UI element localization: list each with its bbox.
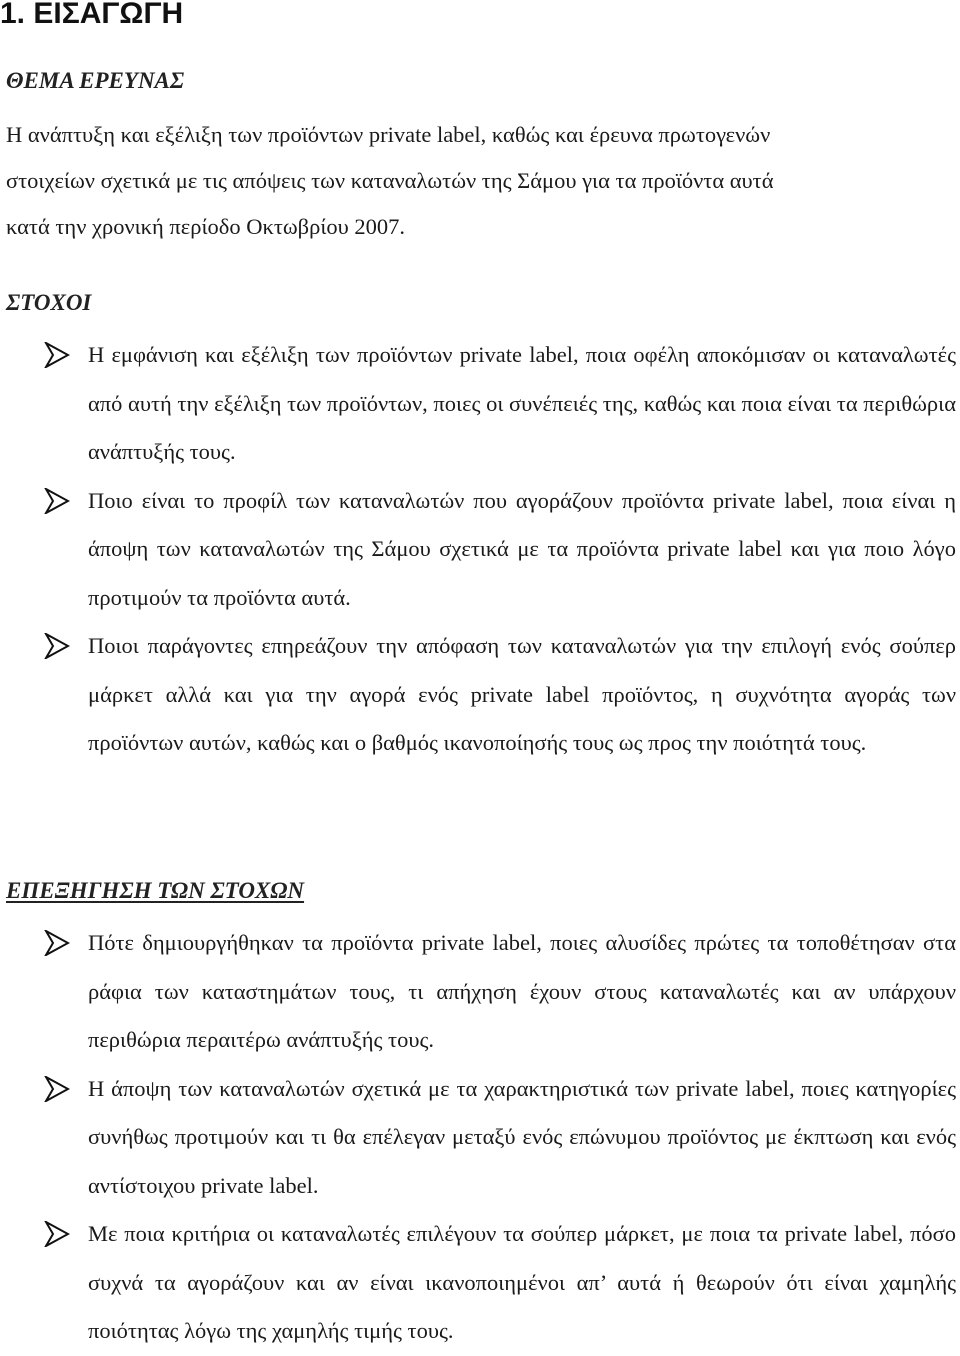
list-item-text: Η εμφάνιση και εξέλιξη των προϊόντων private label, ποια οφέλη αποκόμισαν οι καταναλωτές από αυτή την εξέλιξη των προϊόντων, ποιες οι συνέπειές της, καθώς και ποια είναι τα περιθώρια ανάπτυξής τους. — [88, 342, 956, 464]
chapter-title: 1. ΕΙΣΑΓΩΓΗ — [0, 0, 184, 30]
arrowhead-bullet-icon — [44, 1221, 70, 1247]
objectives-list — [0, 331, 960, 768]
arrowhead-bullet-icon — [44, 633, 70, 659]
objectives-explanation-list — [0, 919, 960, 1356]
research-topic-paragraph — [6, 112, 956, 250]
list-item — [0, 1210, 960, 1356]
research-topic-heading: ΘΕΜΑ ΕΡΕΥΝΑΣ — [6, 68, 185, 93]
objectives-heading: ΣΤΟΧΟΙ — [6, 290, 92, 315]
paragraph-line: κατά την χρονική περίοδο Οκτωβρίου 2007. — [6, 214, 406, 239]
arrowhead-bullet-icon — [44, 342, 70, 368]
list-item — [0, 1065, 960, 1211]
arrowhead-bullet-icon — [44, 488, 70, 514]
list-item — [0, 477, 960, 623]
objectives-explanation-heading: ΕΠΕΞΗΓΗΣΗ ΤΩΝ ΣΤΟΧΩΝ — [6, 878, 305, 903]
list-item — [0, 919, 960, 1065]
list-item — [0, 622, 960, 768]
list-item-text: Με ποια κριτήρια οι καταναλωτές επιλέγουν τα σούπερ μάρκετ, με ποια τα private label, πόσο συχνά τα αγοράζουν και αν είναι ικανοποιημένοι απ’ αυτά ή θεωρούν ότι είναι χαμηλής ποιότητας λόγω της χαμηλής τιμής τους. — [88, 1221, 956, 1343]
arrowhead-bullet-icon — [44, 1076, 70, 1102]
list-item — [0, 331, 960, 477]
paragraph-line: Η ανάπτυξη και εξέλιξη των προϊόντων private label, καθώς και έρευνα πρωτογενών — [6, 122, 771, 147]
list-item-text: Η άποψη των καταναλωτών σχετικά με τα χαρακτηριστικά των private label, ποιες κατηγορίες συνήθως προτιμούν και τι θα επέλεγαν μεταξύ ενός επώνυμου προϊόντος με έκπτωση και ενός αντίστοιχου private label. — [88, 1075, 956, 1198]
list-item-text: Ποιοι παράγοντες επηρεάζουν την απόφαση των καταναλωτών για την επιλογή ενός σούπερ μάρκετ αλλά και για την αγορά ενός private label προϊόντος, η συχνότητα αγοράς των προϊόντων αυτών, καθώς και ο βαθμός ικανοποίησής τους ως προς την ποιότητά τους. — [88, 633, 956, 755]
list-item-text: Ποιο είναι το προφίλ των καταναλωτών που αγοράζουν προϊόντα private label, ποια είναι η άποψη των καταναλωτών της Σάμου σχετικά με τα προϊόντα private label και για ποιο λόγο προτιμούν τα προϊόντα αυτά. — [88, 487, 956, 610]
list-item-text: Πότε δημιουργήθηκαν τα προϊόντα private label, ποιες αλυσίδες πρώτες τα τοποθέτησαν στα ράφια των καταστημάτων τους, τι απήχηση έχουν στους καταναλωτές και αν υπάρχουν περιθώρια περαιτέρω ανάπτυξής τους. — [88, 930, 956, 1052]
arrowhead-bullet-icon — [44, 930, 70, 956]
paragraph-line: στοιχείων σχετικά με τις απόψεις των καταναλωτών της Σάμου για τα προϊόντα αυτά — [6, 168, 774, 193]
